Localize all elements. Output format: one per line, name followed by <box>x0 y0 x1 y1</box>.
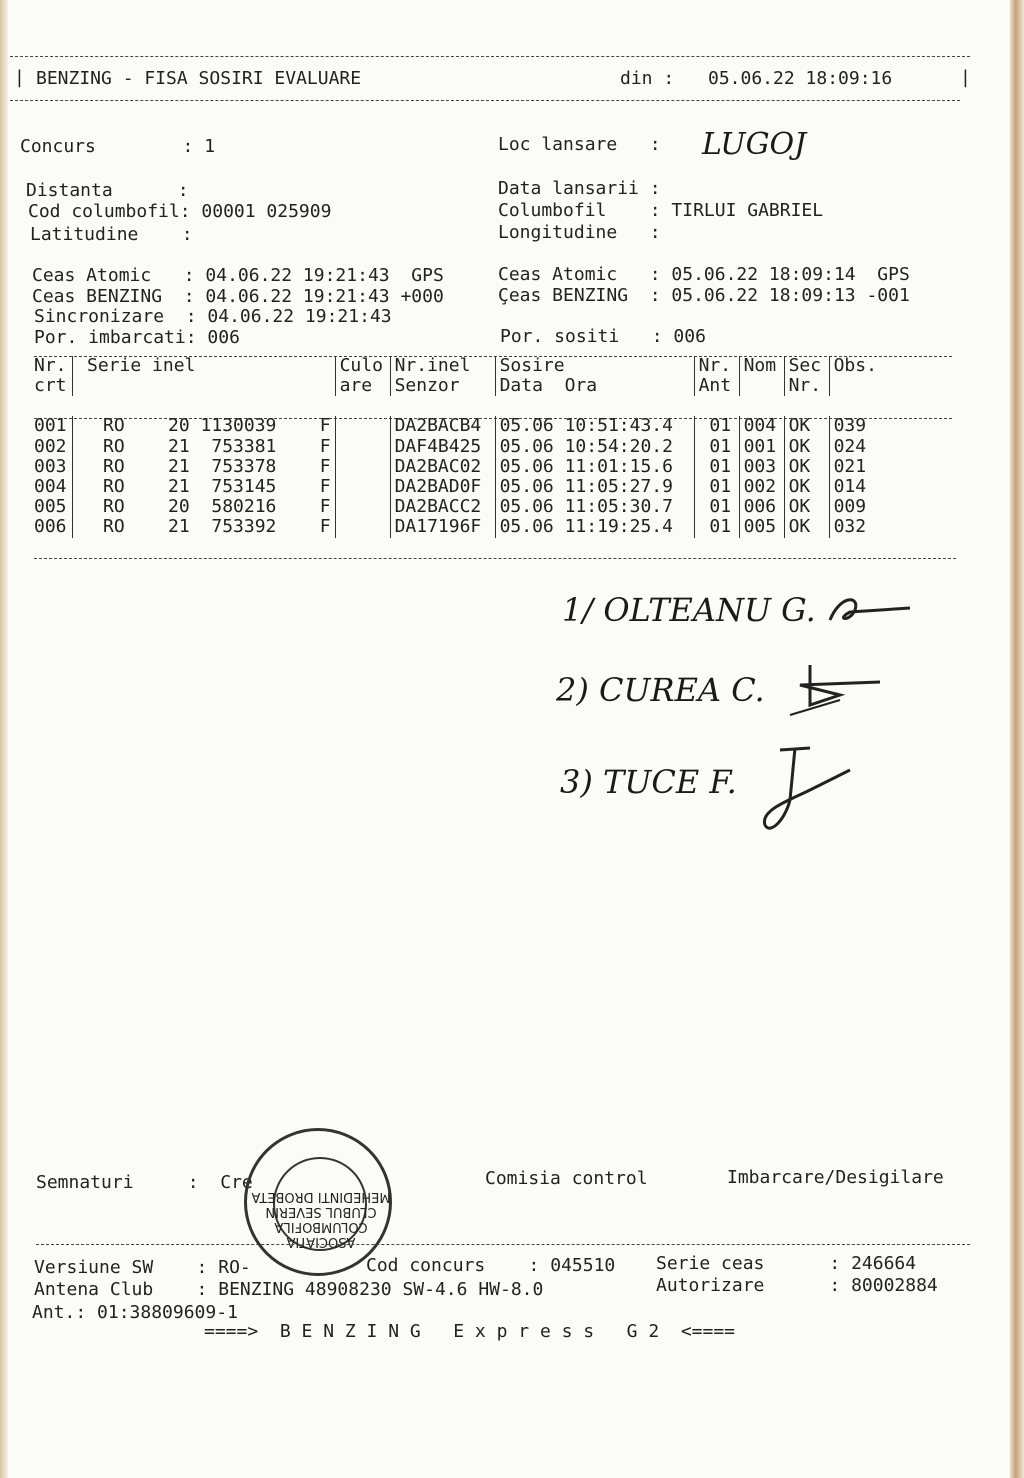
table-row <box>30 437 898 457</box>
cell: 024 <box>829 437 898 457</box>
serie-ceas: Serie ceas : 246664 <box>656 1253 917 1274</box>
table-header-row <box>30 356 898 376</box>
loc-lansare-label: Loc lansare : <box>498 134 661 155</box>
cell: 039 <box>829 416 898 436</box>
cell: 006 <box>34 516 67 538</box>
scan-right-edge <box>1010 0 1024 1478</box>
cell: 05.06 10:54:20.2 <box>495 437 694 457</box>
table-spacer <box>30 396 898 416</box>
columbofil: Columbofil : TIRLUI GABRIEL <box>498 200 824 221</box>
cell: RO 21 753381 F <box>73 437 336 457</box>
table-row <box>30 477 898 497</box>
col-header: Sosire <box>495 356 694 376</box>
cell <box>335 517 390 537</box>
cell: 003 <box>34 455 67 477</box>
signature-1 <box>820 590 920 630</box>
cell: 01 <box>694 457 739 477</box>
handwritten-name-2: 2) CUREA C. <box>556 671 765 709</box>
cell: 05.06 10:51:43.4 <box>495 416 694 436</box>
por-sositi: Por. sositi : 006 <box>500 326 706 347</box>
col-header: Ant <box>694 376 739 396</box>
col-header: crt <box>34 375 67 397</box>
cell: RO 21 753392 F <box>73 517 336 537</box>
distanta: Distanta : <box>26 180 189 201</box>
benzing-express: ====> B E N Z I N G E x p r e s s G 2 <==== <box>204 1321 736 1342</box>
comisia-control: Comisia control <box>485 1168 648 1189</box>
cell: 021 <box>829 457 898 477</box>
cell: OK <box>784 416 829 436</box>
cell: 002 <box>739 477 784 497</box>
cell: 01 <box>694 477 739 497</box>
cell: 032 <box>829 517 898 537</box>
cell: RO 20 580216 F <box>73 497 336 517</box>
ceas-atomic-start: Ceas Atomic : 04.06.22 19:21:43 GPS <box>32 265 444 286</box>
sincronizare: Sincronizare : 04.06.22 19:21:43 <box>34 306 392 327</box>
cell: OK <box>784 517 829 537</box>
col-header: Nom <box>739 356 784 376</box>
document-title: BENZING - FISA SOSIRI EVALUARE <box>36 68 362 89</box>
table-row <box>30 416 898 436</box>
cell: 005 <box>34 496 67 518</box>
scan-left-edge <box>0 0 8 1478</box>
header-right-bar: | <box>960 67 971 88</box>
col-header: Nr.inel <box>390 356 495 376</box>
col-header <box>739 376 784 396</box>
col-header: Nr. <box>34 355 67 376</box>
cell: 05.06 11:19:25.4 <box>495 517 694 537</box>
cod-concurs: Cod concurs : 045510 <box>366 1255 616 1276</box>
cell: 001 <box>34 415 67 437</box>
antena-club: Antena Club : BENZING 48908230 SW-4.6 HW-8.0 <box>34 1279 544 1300</box>
ceas-benzing-end: Çeas BENZING : 05.06.22 18:09:13 -001 <box>498 285 910 306</box>
col-header: Serie inel <box>73 356 336 376</box>
cell: 01 <box>694 497 739 517</box>
cell: 01 <box>694 517 739 537</box>
cell: DA17196F <box>390 517 495 537</box>
table-row <box>30 517 898 537</box>
cell: DAF4B425 <box>390 437 495 457</box>
cell: 005 <box>739 517 784 537</box>
cod-columbofil: Cod columbofil: 00001 025909 <box>28 201 332 222</box>
cell: 002 <box>34 435 67 457</box>
cell: 003 <box>739 457 784 477</box>
cell: 05.06 11:05:27.9 <box>495 477 694 497</box>
cell: 01 <box>694 437 739 457</box>
latitudine: Latitudine : <box>30 224 193 245</box>
header-top-border <box>10 56 970 57</box>
ceas-benzing-start: Ceas BENZING : 04.06.22 19:21:43 +000 <box>32 286 444 307</box>
cell: DA2BACB4 <box>390 416 495 436</box>
signature-2 <box>780 660 890 720</box>
cell: DA2BAD0F <box>390 477 495 497</box>
cell: DA2BACC2 <box>390 497 495 517</box>
signature-3 <box>750 740 860 840</box>
cell: OK <box>784 497 829 517</box>
din-value: 05.06.22 18:09:16 <box>708 68 893 89</box>
col-header: Nr. <box>784 376 829 396</box>
loc-lansare-value: LUGOJ <box>702 127 807 162</box>
col-header: Nr. <box>694 356 739 376</box>
club-stamp <box>244 1128 392 1276</box>
cell: 01 <box>694 416 739 436</box>
handwritten-name-3: 3) TUCE F. <box>560 763 737 801</box>
header-left-bar: | <box>14 67 25 88</box>
cell: 004 <box>739 416 784 436</box>
cell: 05.06 11:05:30.7 <box>495 497 694 517</box>
versiune-sw: Versiune SW : RO- <box>34 1257 251 1278</box>
longitudine: Longitudine : <box>498 222 661 243</box>
cell: 004 <box>34 476 67 498</box>
col-header: Senzor <box>390 376 495 396</box>
cell: 014 <box>829 477 898 497</box>
imbarcare-desigilare: Imbarcare/Desigilare <box>727 1167 944 1188</box>
cell <box>335 416 390 436</box>
col-header: Obs. <box>829 356 898 376</box>
table-row <box>30 457 898 477</box>
cell: 001 <box>739 437 784 457</box>
footer-border <box>36 1244 970 1245</box>
cell: 05.06 11:01:15.6 <box>495 457 694 477</box>
col-header: are <box>335 376 390 396</box>
cell <box>335 477 390 497</box>
cell <box>335 497 390 517</box>
cell: 009 <box>829 497 898 517</box>
handwritten-name-1: 1/ OLTEANU G. <box>562 591 816 629</box>
autorizare: Autorizare : 80002884 <box>656 1275 938 1296</box>
header-bottom-border <box>10 100 960 101</box>
col-header <box>829 376 898 396</box>
concurs: Concurs : 1 <box>20 136 216 157</box>
col-header <box>73 376 336 396</box>
table-row <box>30 497 898 517</box>
cell: DA2BAC02 <box>390 457 495 477</box>
ceas-atomic-end: Ceas Atomic : 05.06.22 18:09:14 GPS <box>498 264 910 285</box>
cell <box>335 437 390 457</box>
cell: RO 21 753145 F <box>73 477 336 497</box>
table-bottom-border <box>34 558 956 559</box>
cell: OK <box>784 437 829 457</box>
data-lansarii: Data lansarii : <box>498 178 661 199</box>
cell: OK <box>784 477 829 497</box>
col-header: Sec <box>784 356 829 376</box>
din-label: din : <box>620 68 675 89</box>
arrivals-table <box>30 356 898 538</box>
stamp-text: ASOCIATIA COLUMBOFILA CLUBUL SEVERIN MEHEDINTI DROBETA <box>251 1189 391 1249</box>
cell: 006 <box>739 497 784 517</box>
por-imbarcati: Por. imbarcati: 006 <box>34 327 240 348</box>
cell: RO 20 1130039 F <box>73 416 336 436</box>
cell <box>335 457 390 477</box>
ant: Ant.: 01:38809609-1 <box>32 1302 238 1323</box>
table-header-row <box>30 376 898 396</box>
semnaturi: Semnaturi : Cre <box>36 1172 253 1193</box>
cell: RO 21 753378 F <box>73 457 336 477</box>
cell: OK <box>784 457 829 477</box>
col-header: Data Ora <box>495 376 694 396</box>
col-header: Culo <box>335 356 390 376</box>
